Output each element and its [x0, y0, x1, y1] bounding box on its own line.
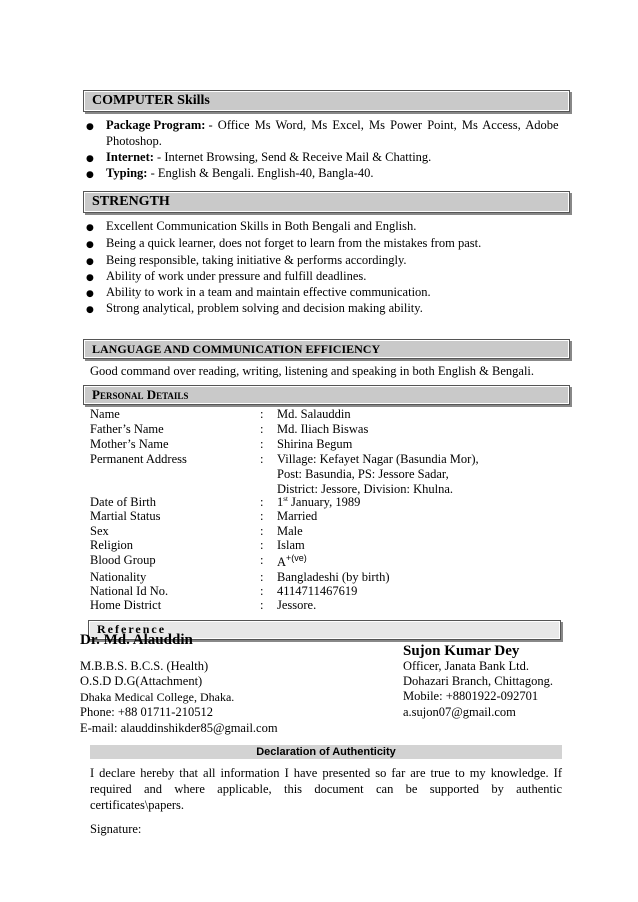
- ref-left-line4: Phone: +88 01711-210512: [80, 705, 213, 719]
- strength-item: Ability to work in a team and maintain effective communication.: [106, 285, 431, 299]
- bullet-icon: ●: [86, 273, 94, 283]
- package-program-text: - Office Ms Word, Ms Excel, Ms Power Point, Ms Access, Adobe: [208, 118, 559, 132]
- reference-title: Reference: [97, 622, 167, 636]
- bullet-icon: ●: [86, 305, 94, 315]
- ref-right-name: Sujon Kumar Dey: [403, 643, 520, 659]
- declaration-line2: required and where applicable, this document can be supported by authentic: [90, 782, 562, 796]
- dob-sup: st: [283, 495, 288, 503]
- nid-label: National Id No.: [90, 584, 169, 598]
- declaration-line1: I declare hereby that all information I have presented so far are true to my knowledge. If: [90, 766, 562, 780]
- colon: :: [260, 538, 264, 552]
- personal-details-header: [83, 385, 570, 405]
- blood-sup: +(ve): [286, 553, 307, 563]
- sex-label: Sex: [90, 524, 109, 538]
- strength-item: Excellent Communication Skills in Both Bengali and English.: [106, 219, 417, 233]
- ref-right-line3: Mobile: +8801922-092701: [403, 689, 539, 703]
- ref-right-line1: Officer, Janata Bank Ltd.: [403, 659, 529, 673]
- religion-value: Islam: [277, 538, 305, 552]
- colon: :: [260, 509, 264, 523]
- bullet-icon: ●: [86, 289, 94, 299]
- ref-left-name: Dr. Md. Alauddin: [80, 632, 193, 648]
- sex-value: Male: [277, 524, 303, 538]
- internet-label: Internet:: [106, 150, 154, 164]
- colon: :: [260, 584, 264, 598]
- strength-title: STRENGTH: [92, 194, 170, 209]
- strength-item: Being a quick learner, does not forget to learn from the mistakes from past.: [106, 236, 482, 250]
- nid-value: 4114711467619: [277, 584, 358, 598]
- computer-skills-header: [83, 90, 570, 112]
- ref-right-line2: Dohazari Branch, Chittagong.: [403, 674, 553, 688]
- nationality-value: Bangladeshi (by birth): [277, 570, 390, 584]
- colon: :: [260, 553, 264, 567]
- internet-line: [106, 150, 431, 165]
- address-line3: District: Jessore, Division: Khulna.: [277, 482, 454, 496]
- declaration-title: Declaration of Authenticity: [256, 746, 396, 758]
- religion-label: Religion: [90, 538, 134, 552]
- language-text: Good command over reading, writing, listening and speaking in both English & Bengali.: [90, 364, 535, 378]
- bullet-icon: ●: [86, 223, 94, 233]
- address-line2: Post: Basundia, PS: Jessore Sadar,: [277, 467, 449, 481]
- colon: :: [260, 437, 264, 451]
- dob-day: 1: [277, 495, 284, 510]
- blood-label: Blood Group: [90, 553, 156, 567]
- ref-left-line2: O.S.D D.G(Attachment): [80, 674, 203, 688]
- colon: :: [260, 452, 264, 466]
- typing-label: Typing:: [106, 166, 148, 180]
- district-label: Home District: [90, 598, 162, 612]
- dob-value: [277, 495, 360, 510]
- computer-skills-title: COMPUTER Skills: [92, 93, 210, 108]
- declaration-line3: certificates\papers.: [90, 798, 185, 812]
- strength-item: Strong analytical, problem solving and decision making ability.: [106, 301, 423, 315]
- typing-text: - English & Bengali. English-40, Bangla-40.: [150, 166, 374, 180]
- colon: :: [260, 422, 264, 436]
- colon: :: [260, 495, 264, 509]
- mother-value: Shirina Begum: [277, 437, 353, 451]
- father-value: Md. Iliach Biswas: [277, 422, 369, 436]
- father-label: Father’s Name: [90, 422, 164, 436]
- blood-value: [277, 553, 307, 570]
- strength-item: Being responsible, taking initiative & performs accordingly.: [106, 253, 407, 267]
- colon: :: [260, 524, 264, 538]
- bullet-icon: ●: [86, 257, 94, 267]
- colon: :: [260, 598, 264, 612]
- dob-rest: January, 1989: [287, 495, 361, 510]
- address-line1: Village: Kefayet Nagar (Basundia Mor),: [277, 452, 479, 466]
- ref-left-line5: E-mail: alauddinshikder85@gmail.com: [80, 721, 278, 735]
- colon: :: [260, 570, 264, 584]
- district-value: Jessore.: [277, 598, 317, 612]
- ref-left-line3: Dhaka Medical College, Dhaka.: [80, 690, 235, 704]
- marital-value: Married: [277, 509, 318, 523]
- address-label: Permanent Address: [90, 452, 187, 466]
- name-label: Name: [90, 407, 120, 421]
- bullet-icon: ●: [86, 240, 94, 250]
- package-program-line2: Photoshop.: [106, 134, 162, 148]
- blood-letter: A: [277, 555, 287, 570]
- internet-text: - Internet Browsing, Send & Receive Mail & Chatting.: [157, 150, 432, 164]
- colon: :: [260, 407, 264, 421]
- signature-label: Signature:: [90, 822, 142, 836]
- personal-details-title: Personal Details: [92, 387, 189, 402]
- ref-left-line1: M.B.B.S. B.C.S. (Health): [80, 659, 209, 673]
- strength-item: Ability of work under pressure and fulfill deadlines.: [106, 269, 367, 283]
- language-header: [83, 339, 570, 359]
- marital-label: Martial Status: [90, 509, 161, 523]
- bullet-icon: ●: [86, 170, 94, 180]
- name-value: Md. Salauddin: [277, 407, 351, 421]
- language-title: LANGUAGE AND COMMUNICATION EFFICIENCY: [92, 342, 381, 356]
- package-program-line: [106, 118, 568, 133]
- package-program-label: Package Program:: [106, 118, 206, 132]
- ref-right-line4: a.sujon07@gmail.com: [403, 705, 516, 719]
- typing-line: [106, 166, 373, 181]
- bullet-icon: ●: [86, 154, 94, 164]
- bullet-icon: ●: [86, 122, 94, 132]
- dob-label: Date of Birth: [90, 495, 156, 509]
- strength-header: [83, 191, 570, 213]
- mother-label: Mother’s Name: [90, 437, 169, 451]
- nationality-label: Nationality: [90, 570, 147, 584]
